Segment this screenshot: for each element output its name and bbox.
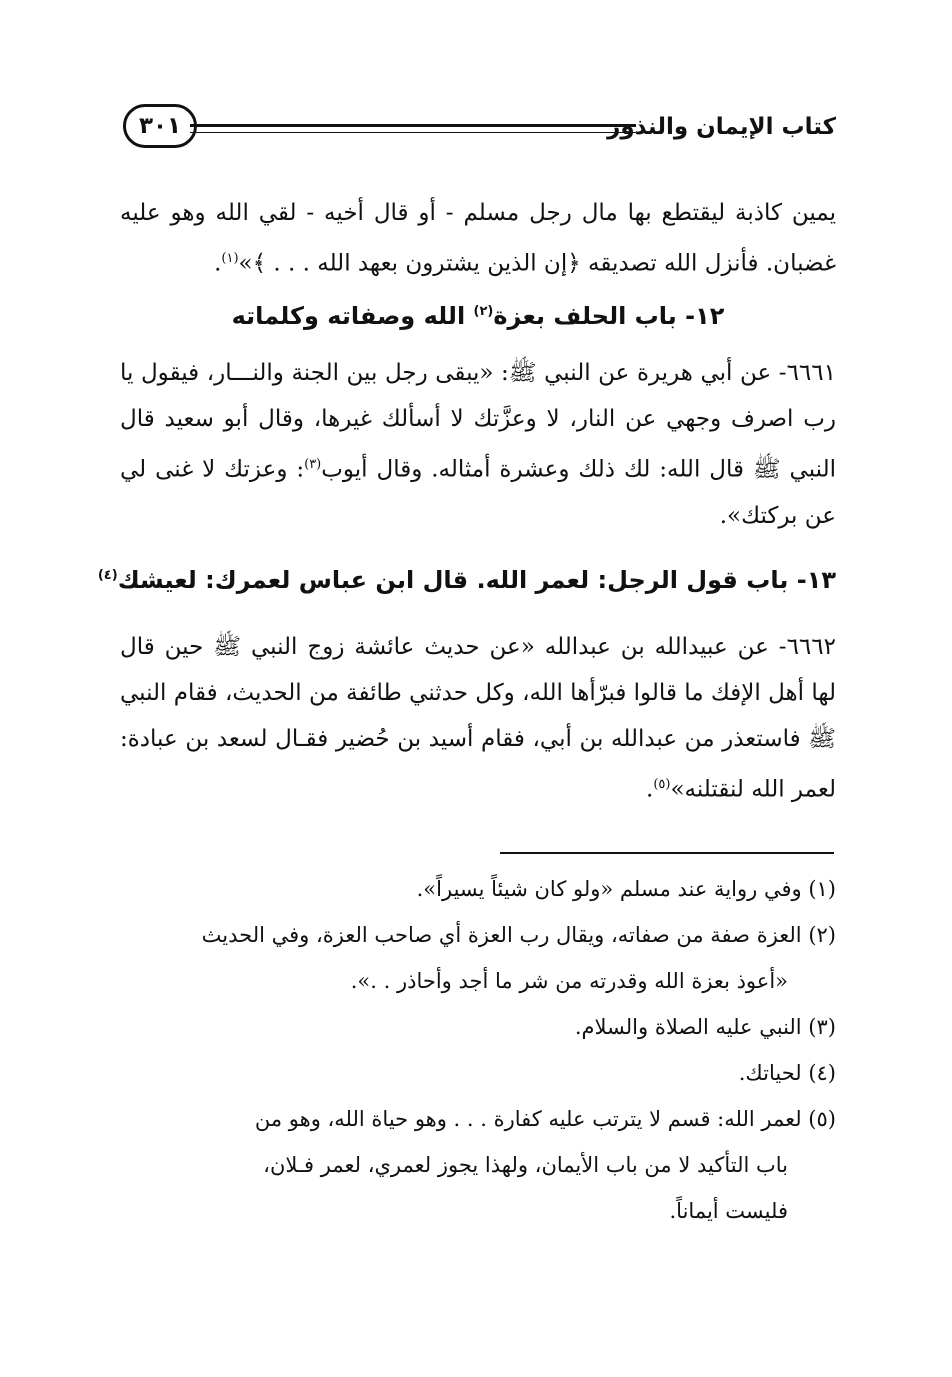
footnote-item-continuation: «أعوذ بعزة الله وقدرته من شر ما أجد وأحاذر . .». (350, 969, 788, 993)
footnote-item-continuation: باب التأكيد لا من باب الأيمان، ولهذا يجوز لعمري، لعمر فـلان، (263, 1153, 788, 1177)
footnote-ref-2: (٢) (473, 304, 494, 319)
footnote-ref-5: (٥) (653, 777, 671, 792)
section-12-heading (120, 302, 836, 330)
hadith-6661-text: ٦٦٦١- عن أبي هريرة عن النبي ﷺ: «يبقى رجل بين الجنة والنـــار، فيقول يا رب اصرف وجهي عن النار، لا وعزَّتك لا أسألك غيرها، وقال أبو سعيد قال النبي ﷺ قال الله: لك ذلك وعشرة أمثاله. وقال أيوب (120, 360, 836, 483)
section-13-heading (97, 566, 836, 594)
section-12-heading-part2: الله وصفاته وكلماته (231, 302, 466, 330)
book-title: كتاب الإيمان والنذور (607, 114, 836, 140)
section-12-heading-part1: ١٢- باب الحلف بعزة (493, 302, 725, 330)
section-13-heading-text: ١٣- باب قول الرجل: لعمر الله. قال ابن عباس لعمرك: لعيشك (117, 566, 836, 594)
header-rule (190, 124, 636, 133)
footnote-separator (500, 852, 834, 854)
footnote-item: (٢) العزة صفة من صفاته، ويقال رب العزة أي صاحب العزة، وفي الحديث (201, 923, 836, 947)
hadith-6662-end: . (646, 776, 654, 803)
page-header (118, 100, 836, 156)
footnote-item: (٣) النبي عليه الصلاة والسلام. (574, 1015, 836, 1039)
footnote-ref-4: (٤) (97, 568, 118, 583)
footnotes-list (120, 866, 836, 1234)
hadith-6662 (120, 624, 836, 813)
page-number: ٣٠١ (123, 104, 197, 148)
intro-text: يمين كاذبة ليقتطع بها مال رجل مسلم - أو قال أخيه - لقي الله وهو عليه غضبان. فأنزل الله تصديقه ﴿إن الذين يشترون بعهد الله . . . ﴾» (120, 200, 836, 277)
footnote-item-continuation: فليست أيماناً. (669, 1199, 788, 1223)
hadith-6661 (120, 350, 836, 539)
footnote-item: (١) وفي رواية عند مسلم «ولو كان شيئاً يسيراً». (416, 877, 836, 901)
hadith-6661-end: : وعزتك لا غنى لي عن بركتك». (120, 456, 836, 529)
intro-paragraph (120, 190, 836, 287)
footnote-item: (٥) لعمر الله: قسم لا يترتب عليه كفارة . . . وهو حياة الله، وهو من (254, 1107, 836, 1131)
footnote-item: (٤) لحياتك. (738, 1061, 836, 1085)
hadith-6662-text: ٦٦٦٢- عن عبيدالله بن عبدالله «عن حديث عائشة زوج النبي ﷺ حين قال لها أهل الإفك ما قالوا فبرّأها الله، وكل حدثني طائفة من الحديث، فقام النبي ﷺ فاستعذر من عبدالله بن أبي، فقام أسيد بن حُضير فقـال لسعد بن عبادة: لعمر الله لنقتلنه» (120, 634, 836, 803)
footnote-ref-1: (١) (221, 251, 239, 266)
intro-end: . (214, 250, 222, 277)
footnote-ref-3: (٣) (304, 457, 322, 472)
